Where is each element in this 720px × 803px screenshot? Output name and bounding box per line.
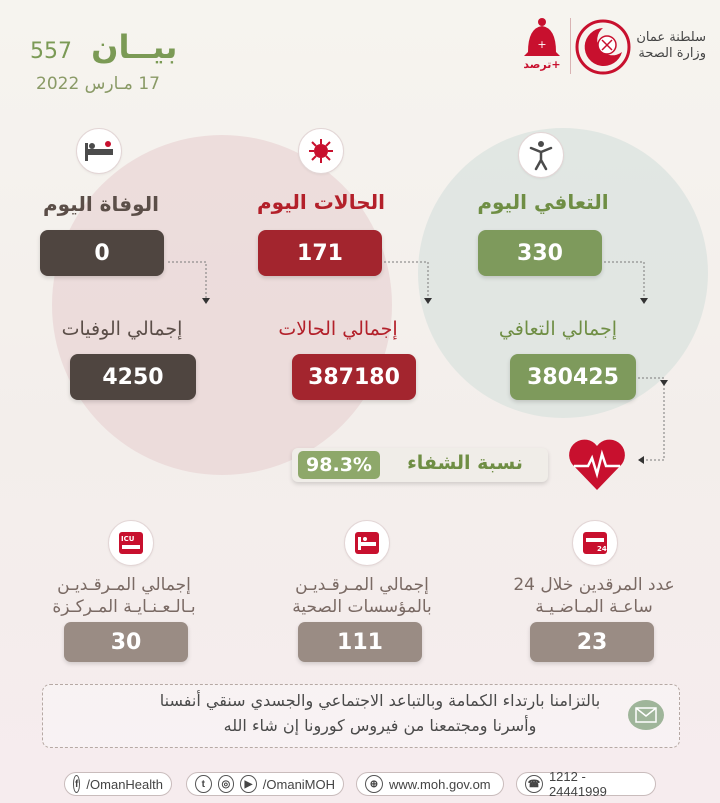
deaths-today-label: الوفاة اليوم xyxy=(42,192,159,216)
svg-text:+: + xyxy=(537,38,547,51)
bulletin-word: بيــان xyxy=(91,28,178,66)
recovery-today-label: التعافي اليوم xyxy=(477,190,609,214)
facebook-icon: f xyxy=(73,775,80,793)
footer-phone[interactable] xyxy=(516,769,656,799)
footer-website-url: www.moh.gov.om xyxy=(389,776,491,792)
recovery-total-label: إجمالي التعافي xyxy=(498,318,618,340)
hosp-24h-value: 23 xyxy=(530,622,654,662)
recovery-total-value: 380425 xyxy=(510,354,636,400)
cases-today-label: الحالات اليوم xyxy=(257,190,385,214)
hosp-facilities-label-line2: بالمؤسسات الصحية xyxy=(292,597,432,617)
twitter-icon: t xyxy=(195,775,212,793)
footer-facebook-handle: /OmanHealth xyxy=(86,776,163,792)
awareness-message-line1: بالتزامنا بارتداء الكمامة وبالتباعد الاجتماعي والجسدي سنقي أنفسنا xyxy=(159,691,601,710)
youtube-icon: ▶ xyxy=(240,775,257,793)
envelope-icon xyxy=(628,700,664,730)
footer-phone-number: 1212 - 24441999 xyxy=(548,769,607,799)
hosp-icu-label-line2: بـالـعـنـايـة المـركـزة xyxy=(52,597,196,617)
phone-icon: ☎ xyxy=(525,775,543,793)
hosp-icu-label-line1: إجمالي المـرقـديـن xyxy=(57,575,191,595)
awareness-message-line2: وأسرنا ومجتمعنا من فيروس كورونا إن شاء الله xyxy=(223,716,537,735)
recovery-rate-label: نسبة الشفاء xyxy=(407,452,523,474)
footer-social[interactable] xyxy=(186,772,344,796)
heartbeat-icon xyxy=(566,436,628,494)
svg-text:24H: 24H xyxy=(597,545,613,553)
cases-total-label: إجمالي الحالات xyxy=(278,318,398,340)
hosp-24h-label-line2: ساعـة المـاضـيـة xyxy=(535,597,653,617)
awareness-message xyxy=(100,688,660,738)
hosp-24h-label-line1: عدد المرقدين خلال 24 xyxy=(513,575,675,595)
bulletin-number: 557 xyxy=(30,39,72,64)
footer-social-handle: /OmaniMOH xyxy=(262,776,336,792)
icu-icon xyxy=(108,520,154,566)
deaths-today-value: 0 xyxy=(40,230,164,276)
ministry-logo-line2: وزارة الصحة xyxy=(638,46,706,61)
hosp-facilities-label-line1: إجمالي المـرقـديـن xyxy=(295,575,429,595)
svg-text:ICU: ICU xyxy=(121,535,135,543)
bed-24h-icon xyxy=(572,520,618,566)
footer-website[interactable] xyxy=(356,772,504,796)
globe-icon: ⊕ xyxy=(365,775,383,793)
instagram-icon: ◎ xyxy=(218,775,235,793)
hosp-icu-value: 30 xyxy=(64,622,188,662)
ministry-logo-line1: سلطنة عمان xyxy=(636,30,706,45)
hospital-facility-icon xyxy=(344,520,390,566)
deaths-total-value: 4250 xyxy=(70,354,196,400)
cases-today-value: 171 xyxy=(258,230,382,276)
footer-facebook[interactable] xyxy=(64,772,172,796)
cases-total-value: 387180 xyxy=(292,354,416,400)
recovery-rate-value: 98.3% xyxy=(298,451,380,479)
hosp-facilities-label xyxy=(262,574,462,618)
tarasud-label: ترصد+ xyxy=(523,58,561,71)
bulletin-date: 17 مـارس 2022 xyxy=(36,74,160,94)
hosp-24h-label xyxy=(494,574,694,618)
hosp-icu-label xyxy=(24,574,224,618)
deaths-total-label: إجمالي الوفيات xyxy=(61,318,183,340)
hosp-facilities-value: 111 xyxy=(298,622,422,662)
recovery-today-value: 330 xyxy=(478,230,602,276)
